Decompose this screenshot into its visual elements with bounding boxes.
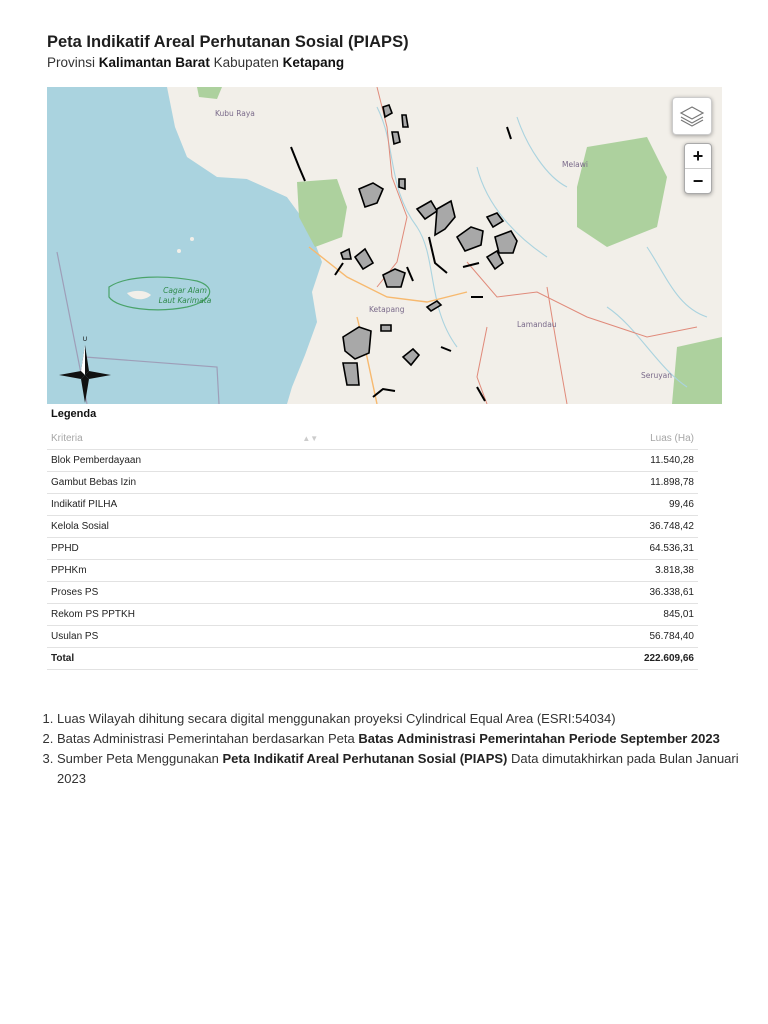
row-criteria: Indikatif PILHA: [47, 494, 456, 516]
map-canvas[interactable]: [47, 87, 722, 404]
legend-table: [47, 427, 698, 670]
total-row: [47, 648, 698, 670]
regency-label: Kabupaten: [213, 55, 279, 70]
province-value: Kalimantan Barat: [98, 55, 210, 70]
place-label: Lamandau: [517, 320, 557, 329]
row-criteria: Proses PS: [47, 582, 456, 604]
page-title: Peta Indikatif Areal Perhutanan Sosial (PIAPS): [47, 33, 409, 51]
zoom-out-button[interactable]: −: [692, 170, 704, 191]
table-row: [47, 494, 698, 516]
row-area: 36.338,61: [456, 582, 698, 604]
table-row: [47, 582, 698, 604]
row-area: 845,01: [456, 604, 698, 626]
table-row: [47, 516, 698, 538]
zoom-control: [684, 143, 712, 194]
note-item: 1. Luas Wilayah dihitung secara digital menggunakan proyeksi Cylindrical Equal Area (ESRI:54034): [57, 709, 747, 729]
table-row: [47, 472, 698, 494]
place-label: Ketapang: [369, 305, 405, 314]
row-area: 11.540,28: [456, 450, 698, 472]
row-criteria: Blok Pemberdayaan: [47, 450, 456, 472]
table-row: [47, 538, 698, 560]
layers-button[interactable]: [672, 97, 712, 135]
layers-icon: [679, 105, 705, 127]
place-label: Melawi: [562, 160, 588, 169]
table-row: [47, 626, 698, 648]
table-row: [47, 560, 698, 582]
zoom-in-button[interactable]: +: [685, 144, 711, 169]
row-criteria: PPHD: [47, 538, 456, 560]
map-view[interactable]: [47, 87, 722, 404]
svg-text:U: U: [82, 336, 88, 343]
sort-icon[interactable]: ▲▼: [302, 433, 319, 443]
forest-area: [672, 337, 722, 404]
row-area: 56.784,40: [456, 626, 698, 648]
province-label: Provinsi: [47, 55, 96, 70]
note-item: 3. Sumber Peta Menggunakan Peta Indikatif Areal Perhutanan Sosial (PIAPS) Data dimutakhirkan pada Bulan Januari 2023: [57, 749, 747, 789]
row-criteria: Rekom PS PPTKH: [47, 604, 456, 626]
row-area: 3.818,38: [456, 560, 698, 582]
total-label: Total: [47, 648, 456, 670]
column-header-area[interactable]: Luas (Ha): [650, 432, 694, 444]
row-area: 99,46: [456, 494, 698, 516]
page-subtitle: [47, 55, 344, 70]
row-area: 11.898,78: [456, 472, 698, 494]
place-label: Laut Karimata: [158, 296, 212, 305]
column-header-criteria[interactable]: Kriteria: [51, 432, 83, 444]
row-criteria: Gambut Bebas Izin: [47, 472, 456, 494]
place-label: Cagar Alam: [163, 286, 207, 295]
note-item: 2. Batas Administrasi Pemerintahan berdasarkan Peta Batas Administrasi Pemerintahan Periode September 2023: [57, 729, 747, 749]
table-row: [47, 604, 698, 626]
row-criteria: Kelola Sosial: [47, 516, 456, 538]
regency-value: Ketapang: [282, 55, 345, 70]
row-area: 64.536,31: [456, 538, 698, 560]
place-label: Seruyan: [641, 371, 672, 380]
row-criteria: PPHKm: [47, 560, 456, 582]
total-area: 222.609,66: [456, 648, 698, 670]
row-area: 36.748,42: [456, 516, 698, 538]
notes-list: [17, 709, 747, 789]
table-row: [47, 450, 698, 472]
row-criteria: Usulan PS: [47, 626, 456, 648]
place-label: Kubu Raya: [215, 109, 255, 118]
legend-title: Legenda: [51, 408, 97, 420]
